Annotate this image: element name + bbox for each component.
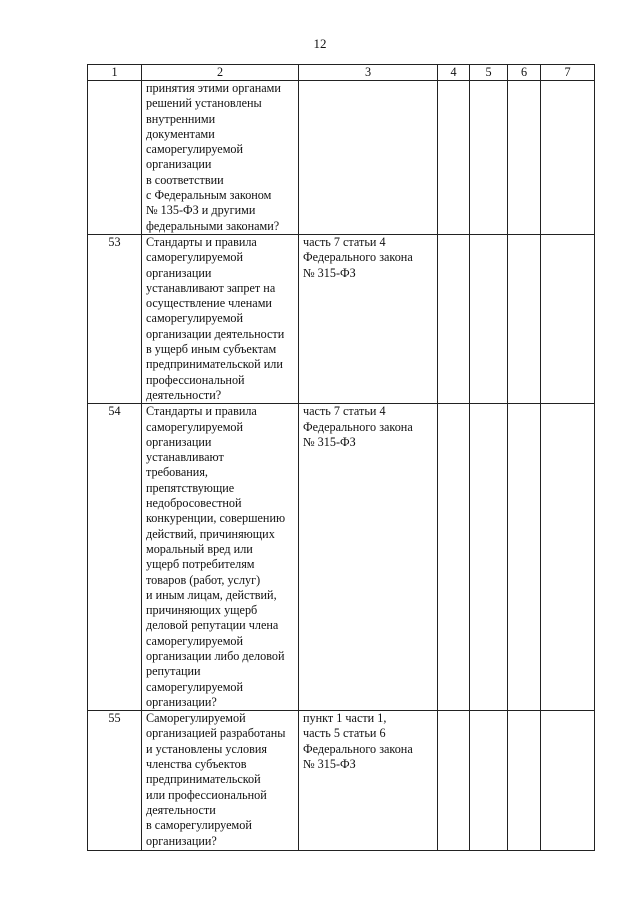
table-row — [88, 81, 595, 235]
notes-cell — [541, 81, 595, 235]
answer-cell-yes — [438, 711, 470, 851]
checklist-table — [87, 64, 595, 851]
row-number: 55 — [88, 711, 142, 851]
question-cell: Саморегулируемой организацией разработаны и установлены условия членства субъектов предпринимательской или профессиональной деятельности в саморегулируемой организации? — [142, 711, 299, 851]
answer-cell-no — [470, 711, 508, 851]
column-header-2: 2 — [142, 65, 299, 81]
column-header-7: 7 — [541, 65, 595, 81]
notes-cell — [541, 234, 595, 403]
answer-cell-na — [508, 711, 541, 851]
answer-cell-no — [470, 234, 508, 403]
answer-cell-yes — [438, 81, 470, 235]
legal-basis-cell — [299, 81, 438, 235]
notes-cell — [541, 711, 595, 851]
column-header-6: 6 — [508, 65, 541, 81]
page-number: 12 — [313, 36, 327, 51]
legal-basis-cell: часть 7 статьи 4 Федерального закона № 315-ФЗ — [299, 234, 438, 403]
answer-cell-yes — [438, 234, 470, 403]
table-row — [88, 711, 595, 851]
column-header-1: 1 — [88, 65, 142, 81]
answer-cell-na — [508, 234, 541, 403]
column-header-5: 5 — [470, 65, 508, 81]
row-number: 54 — [88, 404, 142, 711]
legal-basis-cell: пункт 1 части 1, часть 5 статьи 6 Федерального закона № 315-ФЗ — [299, 711, 438, 851]
question-cell: принятия этими органами решений установлены внутренними документами саморегулируемой организации в соответствии с Федеральным законом № 135-ФЗ и другими федеральными законами? — [142, 81, 299, 235]
question-cell: Стандарты и правила саморегулируемой организации устанавливают требования, препятствующие недобросовестной конкуренции, совершению действий, причиняющих моральный вред или ущерб потребителям товаров (работ, услуг) и иным лицам, действий, причиняющих ущерб деловой репутации члена саморегулируемой организации либо деловой репутации саморегулируемой организации? — [142, 404, 299, 711]
notes-cell — [541, 404, 595, 711]
answer-cell-na — [508, 404, 541, 711]
answer-cell-no — [470, 404, 508, 711]
answer-cell-na — [508, 81, 541, 235]
row-number: 53 — [88, 234, 142, 403]
table-row — [88, 404, 595, 711]
answer-cell-no — [470, 81, 508, 235]
row-number — [88, 81, 142, 235]
table-row — [88, 234, 595, 403]
header-row — [88, 65, 595, 81]
question-cell: Стандарты и правила саморегулируемой организации устанавливают запрет на осуществление членами саморегулируемой организации деятельности в ущерб иным субъектам предпринимательской или профессиональной деятельности? — [142, 234, 299, 403]
column-header-3: 3 — [299, 65, 438, 81]
legal-basis-cell: часть 7 статьи 4 Федерального закона № 315-ФЗ — [299, 404, 438, 711]
column-header-4: 4 — [438, 65, 470, 81]
answer-cell-yes — [438, 404, 470, 711]
